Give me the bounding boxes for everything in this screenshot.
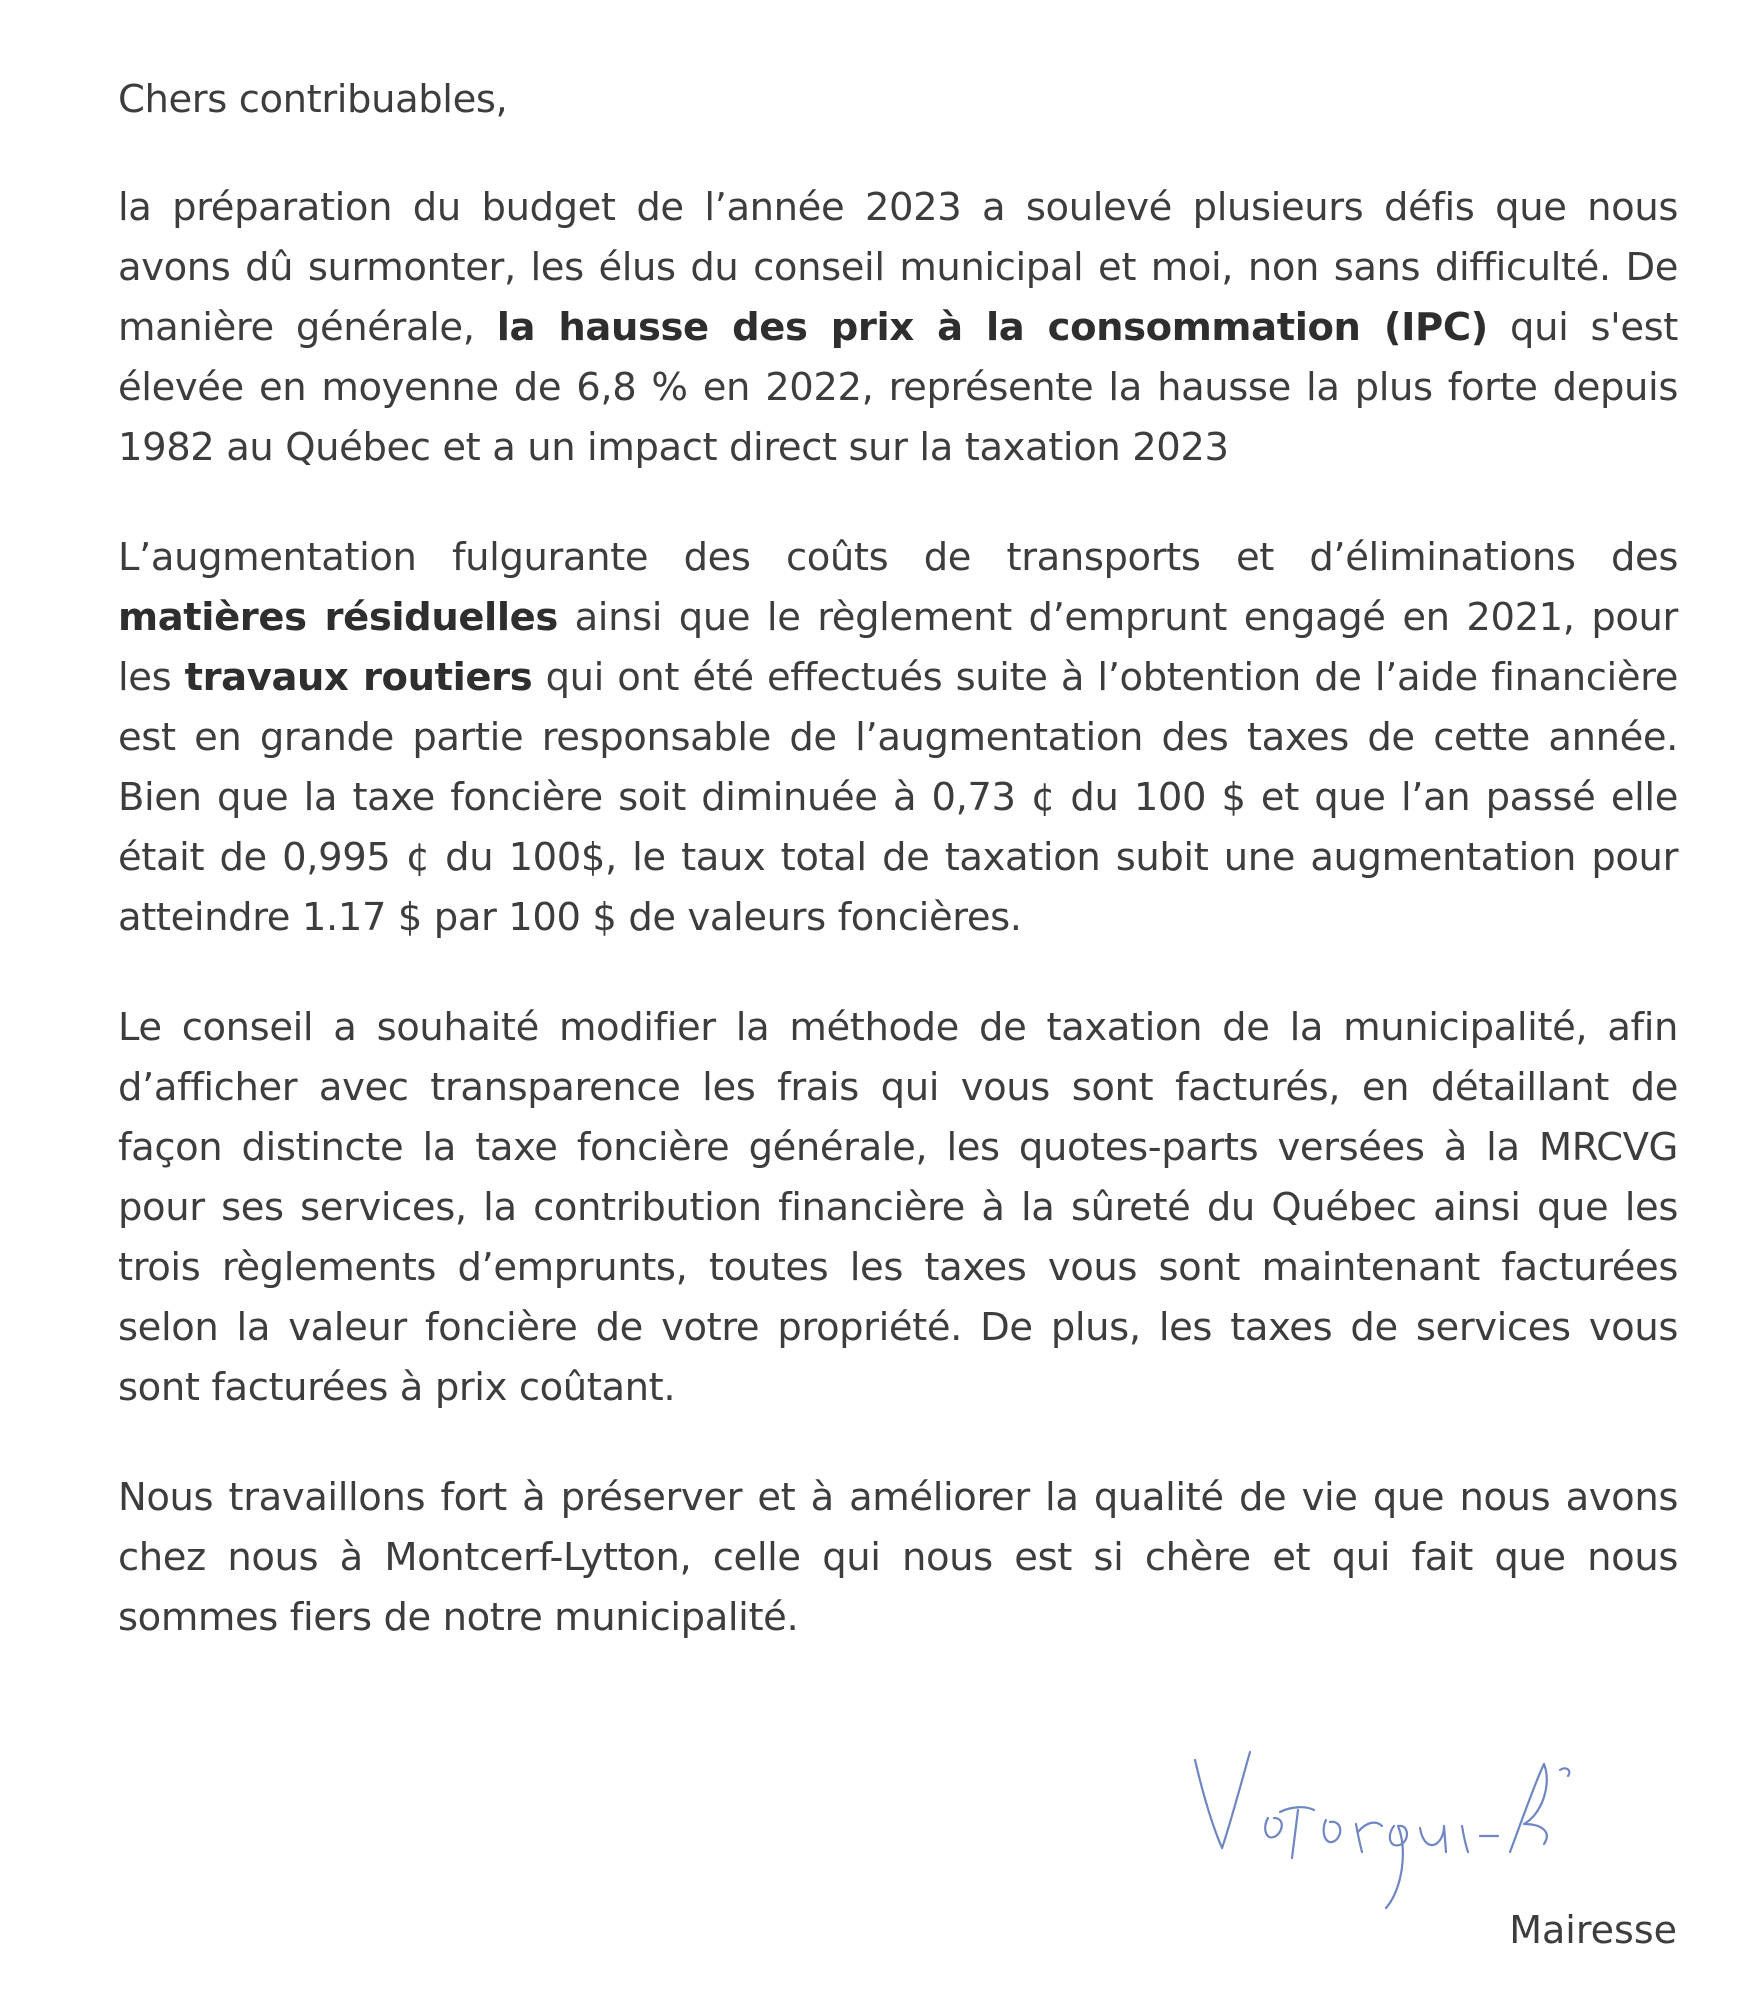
- paragraph-method: Le conseil a souhaité modifier la méthode de taxation de la municipalité, afin d’afficher avec transparence les frais qui vous sont facturés, en détaillant de façon distincte la taxe foncière générale, les quotes-parts versées à la MRCVG pour ses services, la contribution financière à la sûreté du Québec ainsi que les trois règlements d’emprunts, toutes les taxes vous sont maintenant facturées selon la valeur foncière de votre propriété. De plus, les taxes de services vous sont facturées à prix coûtant.: [118, 1005, 1678, 1410]
- paragraph-costs-highlight-routiers: travaux routiers: [184, 655, 533, 700]
- paragraph-costs-text-c: ainsi que le règlement d’emprunt engagé en 2021, pour les: [118, 595, 1678, 700]
- paragraph-costs-text-e: qui ont été effectués suite à l’obtention de l’aide financière est en grande partie responsable de l’augmentation des taxes de cette année. Bien que la taxe foncière soit diminuée à 0,73 ¢ du 100 $ et que l’an passé elle était de 0,995 ¢ du 100$, le taux total de taxation subit une augmentation pour atteindre 1.17 $ par 100 $ de valeurs foncières.: [118, 655, 1678, 940]
- paragraph-ipc: [118, 178, 1678, 478]
- paragraph-costs: [118, 528, 1678, 948]
- salutation: Chers contribuables,: [118, 77, 508, 122]
- signer-role: Mairesse: [1509, 1908, 1677, 1952]
- signature-drawing: [1180, 1740, 1700, 1930]
- handwritten-signature: [1180, 1740, 1700, 1930]
- paragraph-ipc-text-c: qui s'est élevée en moyenne de 6,8 % en 2022, représente la hausse la plus forte depuis 1982 au Québec et a un impact direct sur la taxation 2023: [118, 305, 1678, 470]
- letter-body: [118, 70, 1678, 1698]
- paragraph-costs-text-a: L’augmentation fulgurante des coûts de transports et d’éliminations des: [118, 535, 1678, 580]
- paragraph-costs-highlight-residuelles: matières résiduelles: [118, 595, 558, 640]
- paragraph-quality: Nous travaillons fort à préserver et à améliorer la qualité de vie que nous avons chez nous à Montcerf-Lytton, celle qui nous est si chère et qui fait que nous sommes fiers de notre municipalité.: [118, 1475, 1678, 1640]
- paragraph-ipc-highlight: la hausse des prix à la consommation (IPC): [496, 305, 1488, 350]
- paragraph-ipc-text-a: la préparation du budget de l’année 2023 a soulevé plusieurs défis que nous avons dû surmonter, les élus du conseil municipal et moi, non sans difficulté. De manière générale,: [118, 185, 1678, 350]
